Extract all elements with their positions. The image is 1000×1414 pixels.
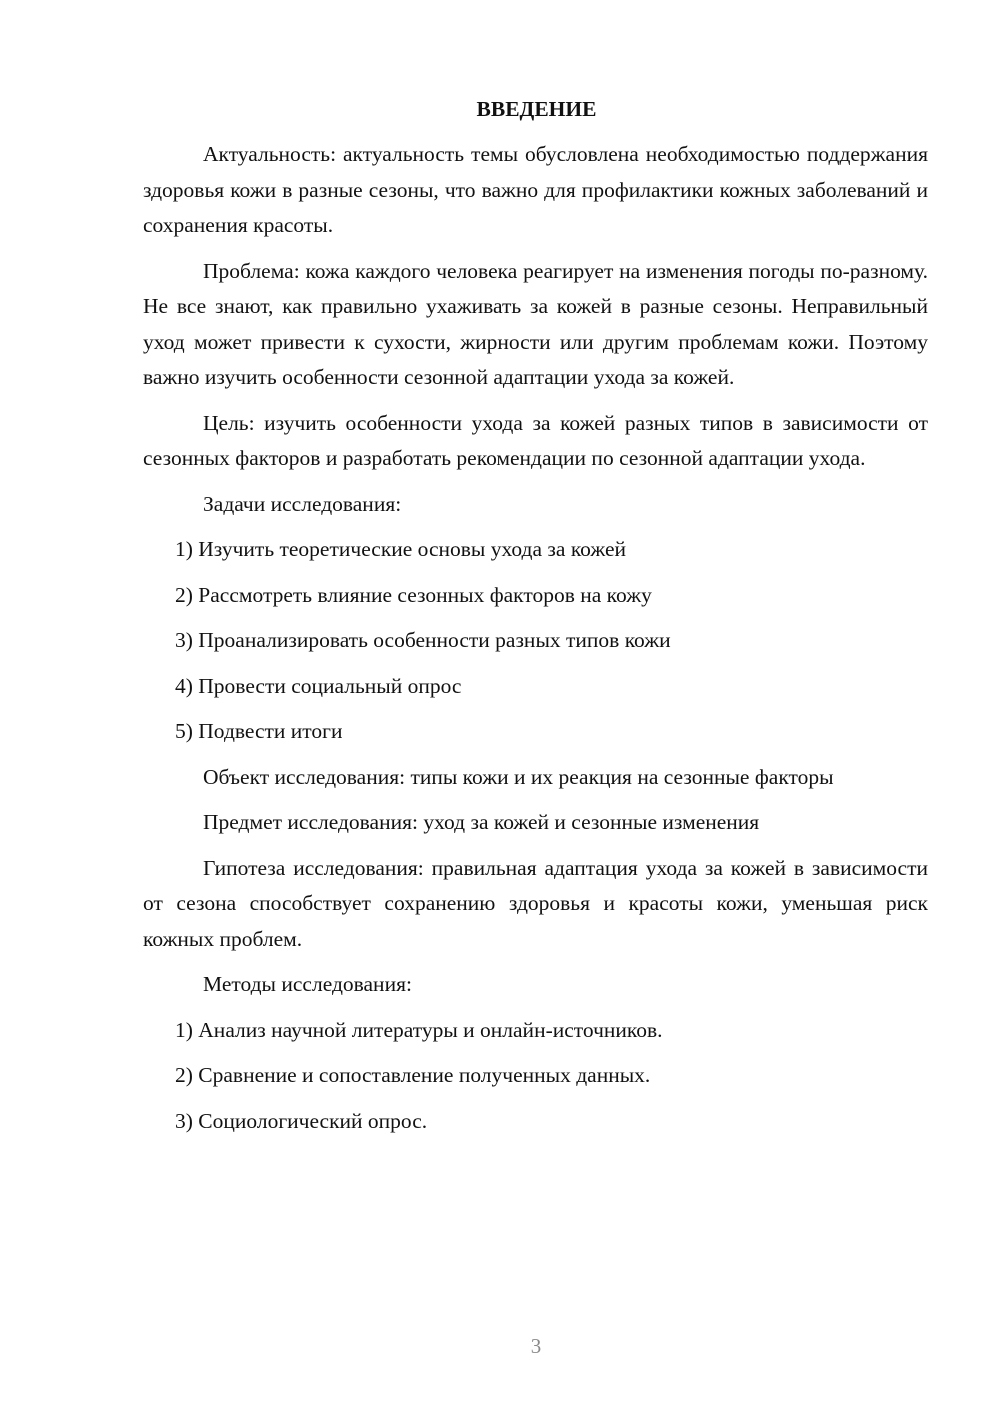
task-item: 4) Провести социальный опрос xyxy=(175,673,462,698)
method-item: 2) Сравнение и сопоставление полученных данных. xyxy=(175,1063,651,1087)
task-item: 1) Изучить теоретические основы ухода за кожей xyxy=(175,537,627,561)
task-item: 2) Рассмотреть влияние сезонных факторов на кожу xyxy=(175,582,652,607)
task-item: 5) Подвести итоги xyxy=(175,719,343,743)
page-content xyxy=(143,92,928,1149)
method-item: 3) Социологический опрос. xyxy=(175,1108,428,1133)
problem-paragraph: Проблема: кожа каждого человека реагирует на изменения погоды по-разному. Не все знают, как правильно ухаживать за кожей в разные сезоны. Неправильный уход может привести к сухости, жирности или другим проблемам кожи. Поэтому важно изучить особенности сезонной адаптации ухода за кожей. xyxy=(143,258,928,389)
methods-heading: Методы исследования: xyxy=(203,972,412,996)
section-heading: ВВЕДЕНИЕ xyxy=(476,97,597,121)
subject-paragraph: Предмет исследования: уход за кожей и сезонные изменения xyxy=(203,810,760,834)
object-paragraph: Объект исследования: типы кожи и их реакция на сезонные факторы xyxy=(203,764,834,789)
task-item: 3) Проанализировать особенности разных типов кожи xyxy=(175,628,671,652)
tasks-heading: Задачи исследования: xyxy=(203,491,402,516)
goal-paragraph: Цель: изучить особенности ухода за кожей разных типов в зависимости от сезонных факторов и разработать рекомендации по сезонной адаптации ухода. xyxy=(143,410,928,470)
relevance-paragraph: Актуальность: актуальность темы обусловлена необходимостью поддержания здоровья кожи в разные сезоны, что важно для профилактики кожных заболеваний и сохранения красоты. xyxy=(143,142,928,237)
page-number: 3 xyxy=(530,1334,542,1358)
hypothesis-paragraph: Гипотеза исследования: правильная адаптация ухода за кожей в зависимости от сезона способствует сохранению здоровья и красоты кожи, уменьшая риск кожных проблем. xyxy=(143,855,928,951)
method-item: 1) Анализ научной литературы и онлайн-источников. xyxy=(175,1017,663,1042)
